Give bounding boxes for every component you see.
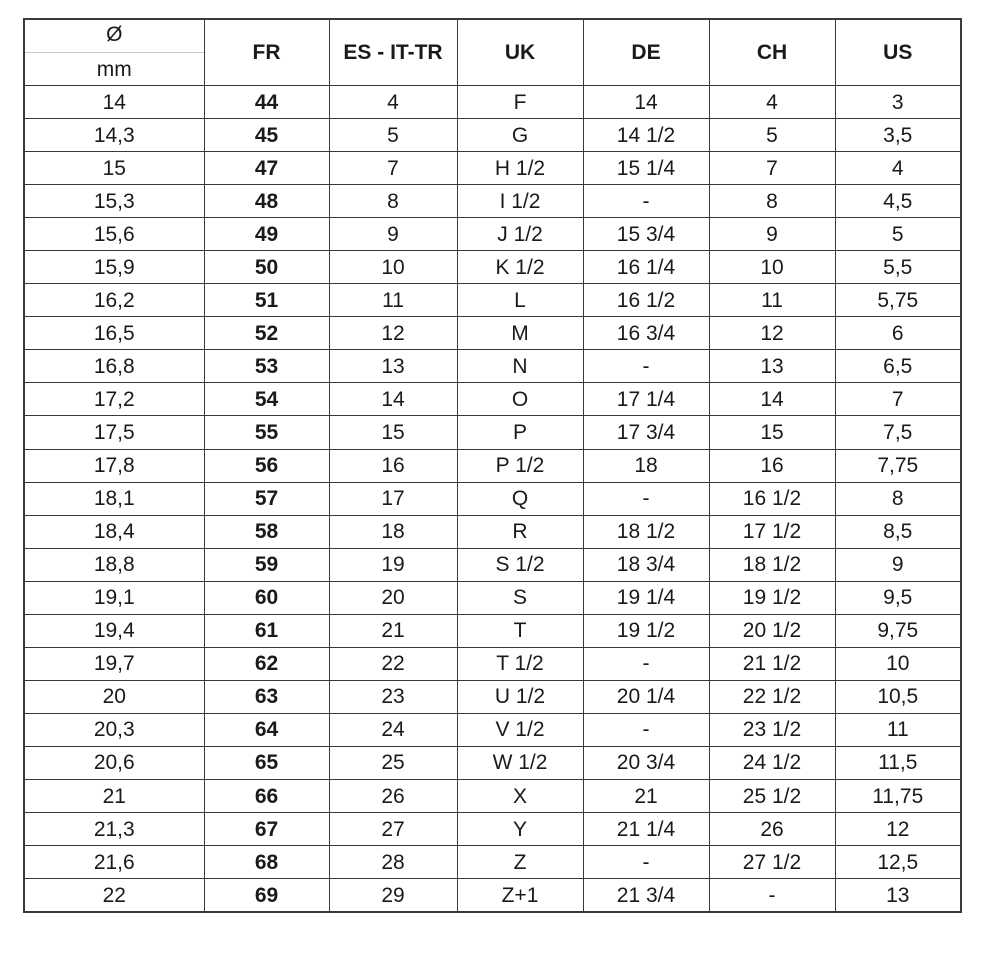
- cell-fr: 47: [204, 152, 329, 185]
- cell-uk: W 1/2: [457, 746, 583, 779]
- table-row: [24, 680, 961, 713]
- cell-uk: M: [457, 317, 583, 350]
- cell-us: 8,5: [835, 515, 961, 548]
- cell-ch: 12: [709, 317, 835, 350]
- header-uk: UK: [457, 19, 583, 86]
- cell-diameter-mm: 18,8: [24, 548, 204, 581]
- diameter-unit: mm: [96, 58, 132, 81]
- table-row: [24, 218, 961, 251]
- cell-uk: S 1/2: [457, 548, 583, 581]
- cell-diameter-mm: 15: [24, 152, 204, 185]
- cell-es-it-tr: 23: [329, 680, 457, 713]
- cell-es-it-tr: 26: [329, 779, 457, 812]
- cell-de: 16 3/4: [583, 317, 709, 350]
- cell-us: 11,75: [835, 779, 961, 812]
- cell-diameter-mm: 17,5: [24, 416, 204, 449]
- cell-fr: 63: [204, 680, 329, 713]
- cell-diameter-mm: 15,6: [24, 218, 204, 251]
- cell-es-it-tr: 29: [329, 879, 457, 912]
- cell-ch: 24 1/2: [709, 746, 835, 779]
- table-row: [24, 713, 961, 746]
- cell-us: 8: [835, 482, 961, 515]
- cell-fr: 68: [204, 846, 329, 879]
- cell-us: 7,75: [835, 449, 961, 482]
- cell-uk: Y: [457, 813, 583, 846]
- header-de: DE: [583, 19, 709, 86]
- cell-diameter-mm: 21,6: [24, 846, 204, 879]
- cell-diameter-mm: 18,4: [24, 515, 204, 548]
- cell-uk: Q: [457, 482, 583, 515]
- cell-us: 7: [835, 383, 961, 416]
- cell-de: -: [583, 482, 709, 515]
- table-row: [24, 185, 961, 218]
- cell-de: 19 1/4: [583, 581, 709, 614]
- cell-uk: F: [457, 86, 583, 119]
- cell-de: 18: [583, 449, 709, 482]
- table-row: [24, 647, 961, 680]
- cell-fr: 69: [204, 879, 329, 912]
- cell-us: 10: [835, 647, 961, 680]
- cell-ch: -: [709, 879, 835, 912]
- cell-es-it-tr: 19: [329, 548, 457, 581]
- cell-us: 10,5: [835, 680, 961, 713]
- cell-de: 20 1/4: [583, 680, 709, 713]
- table-row: [24, 614, 961, 647]
- cell-ch: 13: [709, 350, 835, 383]
- cell-de: 14: [583, 86, 709, 119]
- cell-de: 19 1/2: [583, 614, 709, 647]
- cell-es-it-tr: 4: [329, 86, 457, 119]
- cell-diameter-mm: 17,8: [24, 449, 204, 482]
- cell-us: 6: [835, 317, 961, 350]
- cell-ch: 11: [709, 284, 835, 317]
- cell-de: -: [583, 185, 709, 218]
- cell-es-it-tr: 10: [329, 251, 457, 284]
- cell-de: 18 1/2: [583, 515, 709, 548]
- table-row: [24, 416, 961, 449]
- cell-us: 6,5: [835, 350, 961, 383]
- cell-us: 7,5: [835, 416, 961, 449]
- cell-de: 17 1/4: [583, 383, 709, 416]
- cell-ch: 18 1/2: [709, 548, 835, 581]
- cell-uk: X: [457, 779, 583, 812]
- cell-ch: 5: [709, 119, 835, 152]
- cell-us: 5,5: [835, 251, 961, 284]
- header-row: [24, 19, 961, 86]
- cell-diameter-mm: 14,3: [24, 119, 204, 152]
- header-fr: FR: [204, 19, 329, 86]
- cell-ch: 25 1/2: [709, 779, 835, 812]
- cell-es-it-tr: 20: [329, 581, 457, 614]
- cell-de: -: [583, 846, 709, 879]
- cell-ch: 27 1/2: [709, 846, 835, 879]
- cell-fr: 60: [204, 581, 329, 614]
- cell-us: 3: [835, 86, 961, 119]
- table-row: [24, 581, 961, 614]
- cell-ch: 23 1/2: [709, 713, 835, 746]
- diameter-symbol: Ø: [25, 20, 204, 53]
- cell-de: 21 1/4: [583, 813, 709, 846]
- cell-de: 16 1/4: [583, 251, 709, 284]
- table-row: [24, 548, 961, 581]
- table-body: [24, 86, 961, 913]
- header-us: US: [835, 19, 961, 86]
- cell-uk: V 1/2: [457, 713, 583, 746]
- cell-us: 12: [835, 813, 961, 846]
- cell-de: -: [583, 713, 709, 746]
- cell-diameter-mm: 16,8: [24, 350, 204, 383]
- cell-ch: 20 1/2: [709, 614, 835, 647]
- cell-de: -: [583, 647, 709, 680]
- header-ch: CH: [709, 19, 835, 86]
- table-row: [24, 813, 961, 846]
- cell-ch: 10: [709, 251, 835, 284]
- cell-es-it-tr: 17: [329, 482, 457, 515]
- cell-uk: U 1/2: [457, 680, 583, 713]
- cell-fr: 57: [204, 482, 329, 515]
- cell-uk: Z: [457, 846, 583, 879]
- cell-diameter-mm: 17,2: [24, 383, 204, 416]
- cell-es-it-tr: 9: [329, 218, 457, 251]
- cell-uk: L: [457, 284, 583, 317]
- cell-es-it-tr: 5: [329, 119, 457, 152]
- table-row: [24, 251, 961, 284]
- cell-diameter-mm: 21: [24, 779, 204, 812]
- cell-uk: H 1/2: [457, 152, 583, 185]
- cell-es-it-tr: 11: [329, 284, 457, 317]
- cell-es-it-tr: 14: [329, 383, 457, 416]
- cell-us: 5: [835, 218, 961, 251]
- table-row: [24, 383, 961, 416]
- cell-diameter-mm: 16,5: [24, 317, 204, 350]
- table-row: [24, 746, 961, 779]
- cell-diameter-mm: 20,6: [24, 746, 204, 779]
- cell-ch: 19 1/2: [709, 581, 835, 614]
- cell-es-it-tr: 25: [329, 746, 457, 779]
- cell-ch: 17 1/2: [709, 515, 835, 548]
- cell-es-it-tr: 7: [329, 152, 457, 185]
- cell-ch: 16 1/2: [709, 482, 835, 515]
- cell-es-it-tr: 22: [329, 647, 457, 680]
- cell-fr: 59: [204, 548, 329, 581]
- cell-es-it-tr: 24: [329, 713, 457, 746]
- ring-size-conversion-table: [23, 18, 962, 913]
- cell-fr: 56: [204, 449, 329, 482]
- table-row: [24, 779, 961, 812]
- cell-es-it-tr: 15: [329, 416, 457, 449]
- cell-diameter-mm: 19,4: [24, 614, 204, 647]
- cell-uk: N: [457, 350, 583, 383]
- cell-uk: O: [457, 383, 583, 416]
- table-row: [24, 317, 961, 350]
- cell-es-it-tr: 27: [329, 813, 457, 846]
- cell-us: 4: [835, 152, 961, 185]
- cell-diameter-mm: 20,3: [24, 713, 204, 746]
- cell-ch: 4: [709, 86, 835, 119]
- cell-de: 18 3/4: [583, 548, 709, 581]
- cell-fr: 49: [204, 218, 329, 251]
- cell-de: -: [583, 350, 709, 383]
- cell-uk: T: [457, 614, 583, 647]
- table-row: [24, 515, 961, 548]
- table-row: [24, 86, 961, 119]
- table-row: [24, 350, 961, 383]
- cell-de: 15 1/4: [583, 152, 709, 185]
- cell-fr: 61: [204, 614, 329, 647]
- cell-diameter-mm: 15,3: [24, 185, 204, 218]
- cell-ch: 15: [709, 416, 835, 449]
- cell-uk: P: [457, 416, 583, 449]
- cell-uk: T 1/2: [457, 647, 583, 680]
- cell-de: 21 3/4: [583, 879, 709, 912]
- cell-us: 11: [835, 713, 961, 746]
- cell-uk: K 1/2: [457, 251, 583, 284]
- cell-ch: 7: [709, 152, 835, 185]
- cell-diameter-mm: 14: [24, 86, 204, 119]
- cell-diameter-mm: 19,7: [24, 647, 204, 680]
- cell-uk: P 1/2: [457, 449, 583, 482]
- cell-es-it-tr: 8: [329, 185, 457, 218]
- cell-uk: S: [457, 581, 583, 614]
- cell-diameter-mm: 21,3: [24, 813, 204, 846]
- cell-uk: R: [457, 515, 583, 548]
- cell-us: 3,5: [835, 119, 961, 152]
- cell-es-it-tr: 13: [329, 350, 457, 383]
- cell-de: 17 3/4: [583, 416, 709, 449]
- table-row: [24, 846, 961, 879]
- cell-us: 9,75: [835, 614, 961, 647]
- cell-us: 11,5: [835, 746, 961, 779]
- cell-es-it-tr: 21: [329, 614, 457, 647]
- cell-es-it-tr: 28: [329, 846, 457, 879]
- cell-us: 9: [835, 548, 961, 581]
- cell-de: 20 3/4: [583, 746, 709, 779]
- cell-ch: 21 1/2: [709, 647, 835, 680]
- header-es-it-tr: ES - IT-TR: [329, 19, 457, 86]
- cell-us: 9,5: [835, 581, 961, 614]
- cell-fr: 66: [204, 779, 329, 812]
- cell-de: 14 1/2: [583, 119, 709, 152]
- cell-fr: 65: [204, 746, 329, 779]
- cell-fr: 51: [204, 284, 329, 317]
- cell-ch: 22 1/2: [709, 680, 835, 713]
- table-row: [24, 879, 961, 912]
- cell-fr: 52: [204, 317, 329, 350]
- cell-uk: Z+1: [457, 879, 583, 912]
- cell-ch: 8: [709, 185, 835, 218]
- cell-fr: 53: [204, 350, 329, 383]
- cell-fr: 58: [204, 515, 329, 548]
- cell-es-it-tr: 12: [329, 317, 457, 350]
- cell-fr: 45: [204, 119, 329, 152]
- table-row: [24, 284, 961, 317]
- table-row: [24, 449, 961, 482]
- cell-fr: 48: [204, 185, 329, 218]
- cell-ch: 26: [709, 813, 835, 846]
- cell-fr: 67: [204, 813, 329, 846]
- cell-ch: 16: [709, 449, 835, 482]
- cell-us: 5,75: [835, 284, 961, 317]
- cell-fr: 54: [204, 383, 329, 416]
- cell-fr: 64: [204, 713, 329, 746]
- cell-diameter-mm: 19,1: [24, 581, 204, 614]
- cell-ch: 14: [709, 383, 835, 416]
- cell-uk: G: [457, 119, 583, 152]
- cell-fr: 50: [204, 251, 329, 284]
- table-row: [24, 482, 961, 515]
- cell-uk: J 1/2: [457, 218, 583, 251]
- table-row: [24, 119, 961, 152]
- cell-diameter-mm: 15,9: [24, 251, 204, 284]
- cell-de: 16 1/2: [583, 284, 709, 317]
- cell-fr: 55: [204, 416, 329, 449]
- table-header: [24, 19, 961, 86]
- header-diameter-mm: [24, 19, 204, 86]
- cell-us: 12,5: [835, 846, 961, 879]
- cell-de: 15 3/4: [583, 218, 709, 251]
- cell-es-it-tr: 18: [329, 515, 457, 548]
- cell-diameter-mm: 22: [24, 879, 204, 912]
- cell-de: 21: [583, 779, 709, 812]
- table-row: [24, 152, 961, 185]
- cell-es-it-tr: 16: [329, 449, 457, 482]
- cell-us: 4,5: [835, 185, 961, 218]
- cell-fr: 62: [204, 647, 329, 680]
- cell-fr: 44: [204, 86, 329, 119]
- cell-diameter-mm: 16,2: [24, 284, 204, 317]
- cell-uk: I 1/2: [457, 185, 583, 218]
- cell-diameter-mm: 18,1: [24, 482, 204, 515]
- cell-diameter-mm: 20: [24, 680, 204, 713]
- cell-us: 13: [835, 879, 961, 912]
- cell-ch: 9: [709, 218, 835, 251]
